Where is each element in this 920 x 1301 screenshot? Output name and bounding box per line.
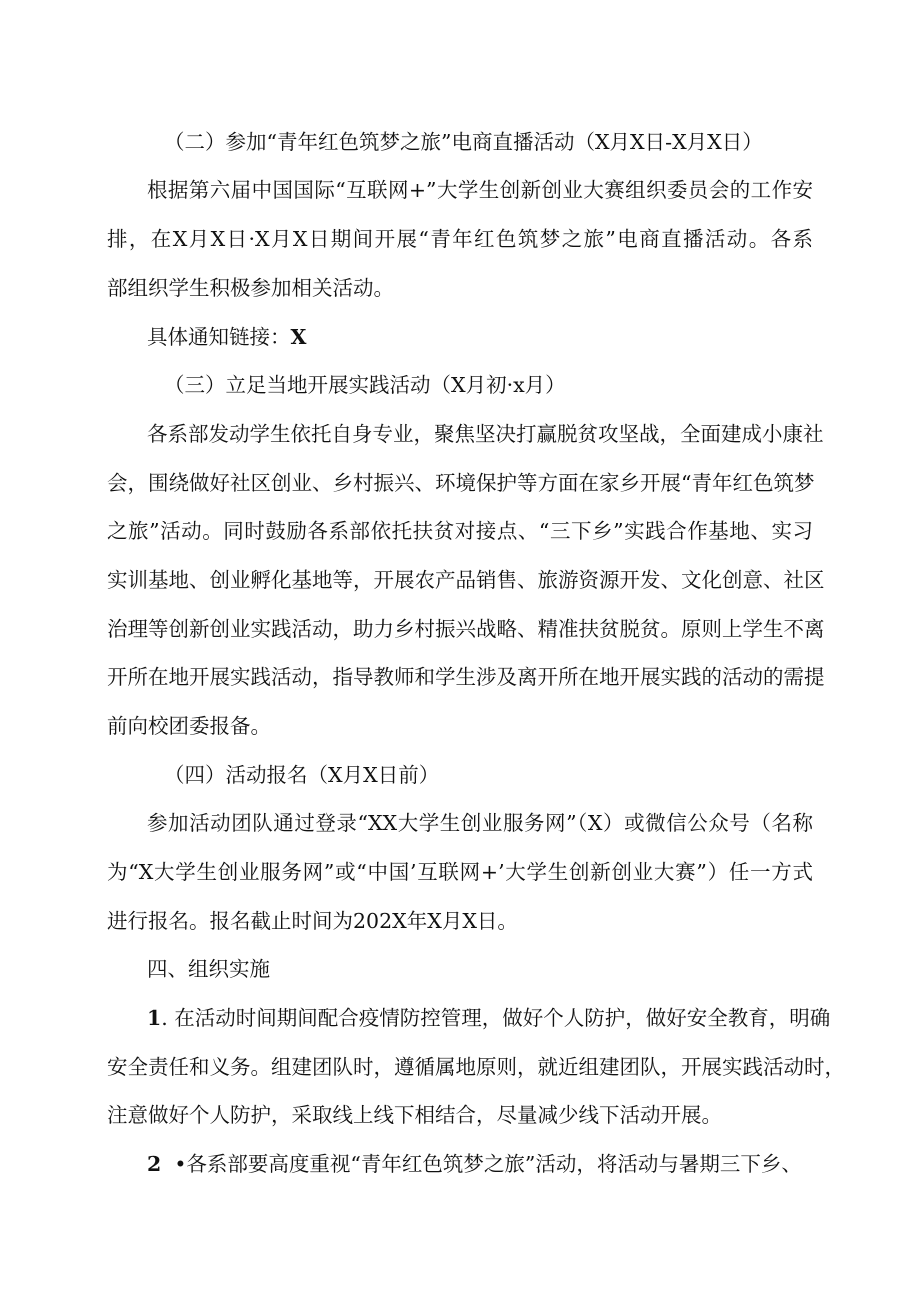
paragraph-line: 安全责任和义务。组建团队时，遵循属地原则，就近组建团队，开展实践活动时，: [107, 1055, 845, 1079]
list-item-2: [147, 1149, 802, 1179]
paragraph-line: 注意做好个人防护，采取线上线下相结合，尽量减少线下活动开展。: [107, 1103, 722, 1127]
heading-section-3: （三）立足当地开展实践活动（X月初·x月）: [164, 373, 566, 397]
paragraph-line: 各系部发动学生依托自身专业，聚焦坚决打赢脱贫攻坚战，全面建成小康社: [147, 422, 824, 446]
paragraph-line: 会，围绕做好社区创业、乡村振兴、环境保护等方面在家乡开展“青年红色筑梦: [107, 471, 815, 495]
notice-link-row: [147, 322, 306, 352]
paragraph-line: 排，在X月X日·X月X日期间开展“青年红色筑梦之旅”电商直播活动。各系: [107, 227, 813, 251]
paragraph-line: •各系部要高度重视“青年红色筑梦之旅”活动，将活动与暑期三下乡、: [174, 1152, 802, 1176]
paragraph-line: 为“X大学生创业服务网”或“中国’互联网+’大学生创新创业大赛”）任一方式: [107, 860, 813, 884]
heading-section-2: （二）参加“青年红色筑梦之旅”电商直播活动（X月X日-X月X日）: [164, 130, 763, 154]
paragraph-line: 之旅”活动。同时鼓励各系部依托扶贫对接点、“三下乡”实践合作基地、实习: [107, 519, 813, 543]
paragraph-line: 开所在地开展实践活动，指导教师和学生涉及离开所在地开展实践的活动的需提: [107, 665, 825, 689]
paragraph-line: 根据第六届中国国际“互联网+”大学生创新创业大赛组织委员会的工作安: [147, 178, 813, 202]
paragraph-line: 治理等创新创业实践活动，助力乡村振兴战略、精准扶贫脱贫。原则上学生不离: [107, 617, 825, 641]
paragraph-line: 部组织学生积极参加相关活动。: [107, 276, 394, 300]
section-heading-organization: 四、组织实施: [147, 957, 270, 981]
list-item-1-first-line: [147, 1003, 831, 1033]
list-number: 1: [147, 1006, 162, 1030]
notice-label: 具体通知链接：: [147, 325, 291, 349]
heading-section-4: （四）活动报名（X月X日前）: [164, 763, 440, 787]
paragraph-line: . 在活动时间期间配合疫情防控管理，做好个人防护，做好安全教育，明确: [161, 1006, 831, 1030]
paragraph-line: 参加活动团队通过登录“XX大学生创业服务网”（X）或微信公众号（名称: [147, 811, 813, 835]
notice-link-value: X: [290, 325, 307, 349]
paragraph-line: 实训基地、创业孵化基地等，开展农产品销售、旅游资源开发、文化创意、社区: [107, 568, 825, 592]
paragraph-line: 前向校团委报备。: [107, 714, 271, 738]
list-number: 2: [147, 1152, 162, 1176]
paragraph-line: 进行报名。报名截止时间为202X年X月X日。: [107, 909, 518, 933]
